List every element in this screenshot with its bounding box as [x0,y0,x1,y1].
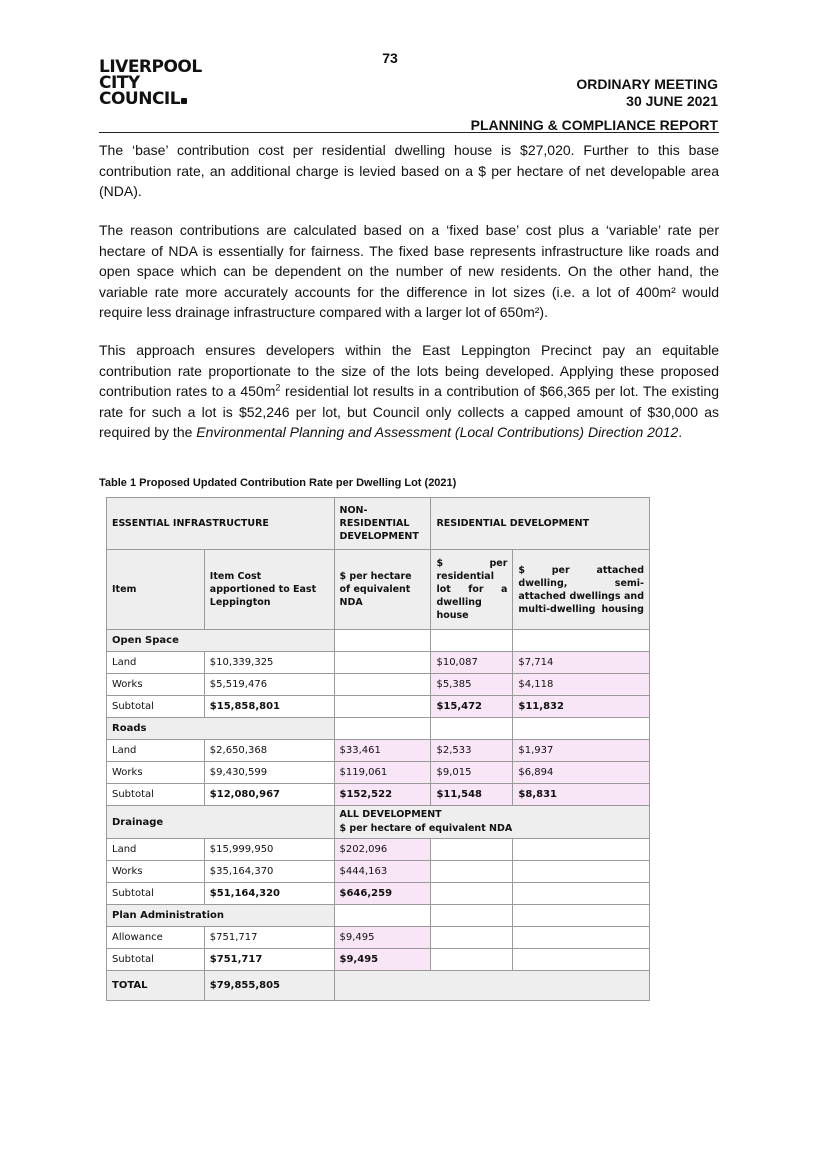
table-row [107,762,650,784]
row-per-attached: $11,832 [513,696,650,718]
report-header [471,76,718,134]
header-item-cost: Item Cost apportioned to East Leppington [204,550,334,630]
header-divider [99,132,719,133]
row-nda: $444,163 [334,861,431,883]
row-cost: $5,519,476 [204,674,334,696]
table-row [107,674,650,696]
empty-cell [513,905,650,927]
empty-cell [431,905,513,927]
row-item: Subtotal [107,883,205,905]
paragraph-approach [99,340,719,443]
header-non-residential: NON-RESIDENTIAL DEVELOPMENT [334,498,431,550]
logo-line-2: CITY [99,73,140,93]
row-nda [334,652,431,674]
header-per-lot: $ per residential lot for a dwelling house [431,550,513,630]
paragraph-base-cost: The ‘base’ contribution cost per residential dwelling house is $27,020. Further to this base contribution rate, an additional charge is levied based on a $ per hectare of net developable area (NDA). [99,142,719,199]
table-row [107,861,650,883]
row-cost: $2,650,368 [204,740,334,762]
empty-cell [334,630,431,652]
header-all-development [334,806,649,839]
row-nda: $152,522 [334,784,431,806]
empty-cell [334,718,431,740]
row-nda: $33,461 [334,740,431,762]
row-cost: $51,164,320 [204,883,334,905]
row-nda: $119,061 [334,762,431,784]
row-nda: $646,259 [334,883,431,905]
empty-cell [431,718,513,740]
row-per-attached: $6,894 [513,762,650,784]
paragraph-approach-end: . [678,424,683,440]
empty-cell [513,883,650,905]
row-item: Works [107,861,205,883]
row-nda: $9,495 [334,949,431,971]
empty-cell [513,949,650,971]
table-header-row-1 [107,498,650,550]
empty-cell [431,839,513,861]
row-item: Works [107,762,205,784]
page-number: 73 [382,50,398,66]
row-item: Works [107,674,205,696]
header-residential: RESIDENTIAL DEVELOPMENT [431,498,650,550]
empty-cell [513,839,650,861]
total-empty-cell [334,971,649,1001]
table-row [107,740,650,762]
empty-cell [431,630,513,652]
paragraph-fairness: The reason contributions are calculated based on a ‘fixed base’ cost plus a ‘variable’ rate per hectare of NDA is essentially for fairness. The fixed base represents infrastructure like roads and open space which can be dependent on the number of new residents. On the other hand, the variable rate more accurately accounts for the difference in lot sizes (i.e. a lot of 400m² would require less drainage infrastructure compared with a larger lot of 650m²). [99,222,719,320]
row-item: Allowance [107,927,205,949]
meeting-title: ORDINARY MEETING [576,76,718,92]
row-item: Subtotal [107,696,205,718]
row-per-attached: $1,937 [513,740,650,762]
header-item: Item [107,550,205,630]
row-cost: $12,080,967 [204,784,334,806]
empty-cell [513,630,650,652]
row-cost: $751,717 [204,949,334,971]
row-per-attached: $7,714 [513,652,650,674]
report-title: PLANNING & COMPLIANCE REPORT [470,117,718,133]
table-header-row-2 [107,550,650,630]
empty-cell [431,927,513,949]
row-per-lot: $15,472 [431,696,513,718]
section-row-plan-administration [107,905,650,927]
table-row-subtotal [107,784,650,806]
logo-mark-icon [181,98,187,104]
table-row-subtotal [107,949,650,971]
row-per-attached: $4,118 [513,674,650,696]
row-cost: $35,164,370 [204,861,334,883]
row-per-lot: $2,533 [431,740,513,762]
header-per-hectare: $ per hectare of equivalent NDA [334,550,431,630]
row-cost: $10,339,325 [204,652,334,674]
row-per-lot: $10,087 [431,652,513,674]
header-all-development-line-2: $ per hectare of equivalent NDA [339,823,513,834]
row-item: Subtotal [107,784,205,806]
empty-cell [513,927,650,949]
section-row-open-space [107,630,650,652]
superscript-2: 2 [275,382,281,393]
legislation-title: Environmental Planning and Assessment (Local Contributions) Direction 2012 [196,424,679,440]
row-item: Subtotal [107,949,205,971]
row-nda: $202,096 [334,839,431,861]
total-label: TOTAL [107,971,205,1001]
table-row [107,839,650,861]
row-per-lot: $9,015 [431,762,513,784]
meeting-date: 30 JUNE 2021 [626,93,718,109]
row-item: Land [107,839,205,861]
table-row-subtotal [107,883,650,905]
empty-cell [431,861,513,883]
row-per-lot: $5,385 [431,674,513,696]
row-nda [334,674,431,696]
logo-line-3-text: COUNCIL [99,89,181,109]
table-row [107,652,650,674]
section-title-open-space: Open Space [107,630,335,652]
section-title-plan-administration: Plan Administration [107,905,335,927]
table-caption: Table 1 Proposed Updated Contribution Rate per Dwelling Lot (2021) [99,477,457,489]
logo-line-3 [99,91,202,107]
section-row-roads [107,718,650,740]
table-row [107,927,650,949]
logo-line-1: LIVERPOOL [99,57,202,77]
row-nda: $9,495 [334,927,431,949]
table-row-total [107,971,650,1001]
row-cost: $9,430,599 [204,762,334,784]
contribution-table [106,497,650,1001]
empty-cell [513,718,650,740]
row-per-attached: $8,831 [513,784,650,806]
empty-cell [513,861,650,883]
row-nda [334,696,431,718]
paragraph-approach-part-a: This approach ensures developers within the East Leppington Precinct pay an equitable contribution rate proportionate to the size of the lots being developed. Applying these proposed contribution rates to a 450m [99,342,719,399]
council-logo [99,59,202,107]
row-per-lot: $11,548 [431,784,513,806]
header-essential-infrastructure: ESSENTIAL INFRASTRUCTURE [107,498,335,550]
row-item: Land [107,740,205,762]
empty-cell [431,883,513,905]
section-row-drainage [107,806,650,839]
paragraph-approach-part-b: residential lot results in a contribution of $66,365 per lot. The existing rate for such a lot is $52,246 per lot, but Council only collects a capped amount of $30,000 as required by the [99,383,720,440]
empty-cell [334,905,431,927]
row-cost: $751,717 [204,927,334,949]
row-cost: $15,858,801 [204,696,334,718]
total-cost: $79,855,805 [204,971,334,1001]
empty-cell [431,949,513,971]
row-cost: $15,999,950 [204,839,334,861]
section-title-roads: Roads [107,718,335,740]
row-item: Land [107,652,205,674]
section-title-drainage: Drainage [107,806,335,839]
table-row-subtotal [107,696,650,718]
header-all-development-line-1: ALL DEVELOPMENT [339,809,442,820]
header-per-attached: $ per attached dwelling, semi-attached dwellings and multi-dwelling housing [513,550,650,630]
